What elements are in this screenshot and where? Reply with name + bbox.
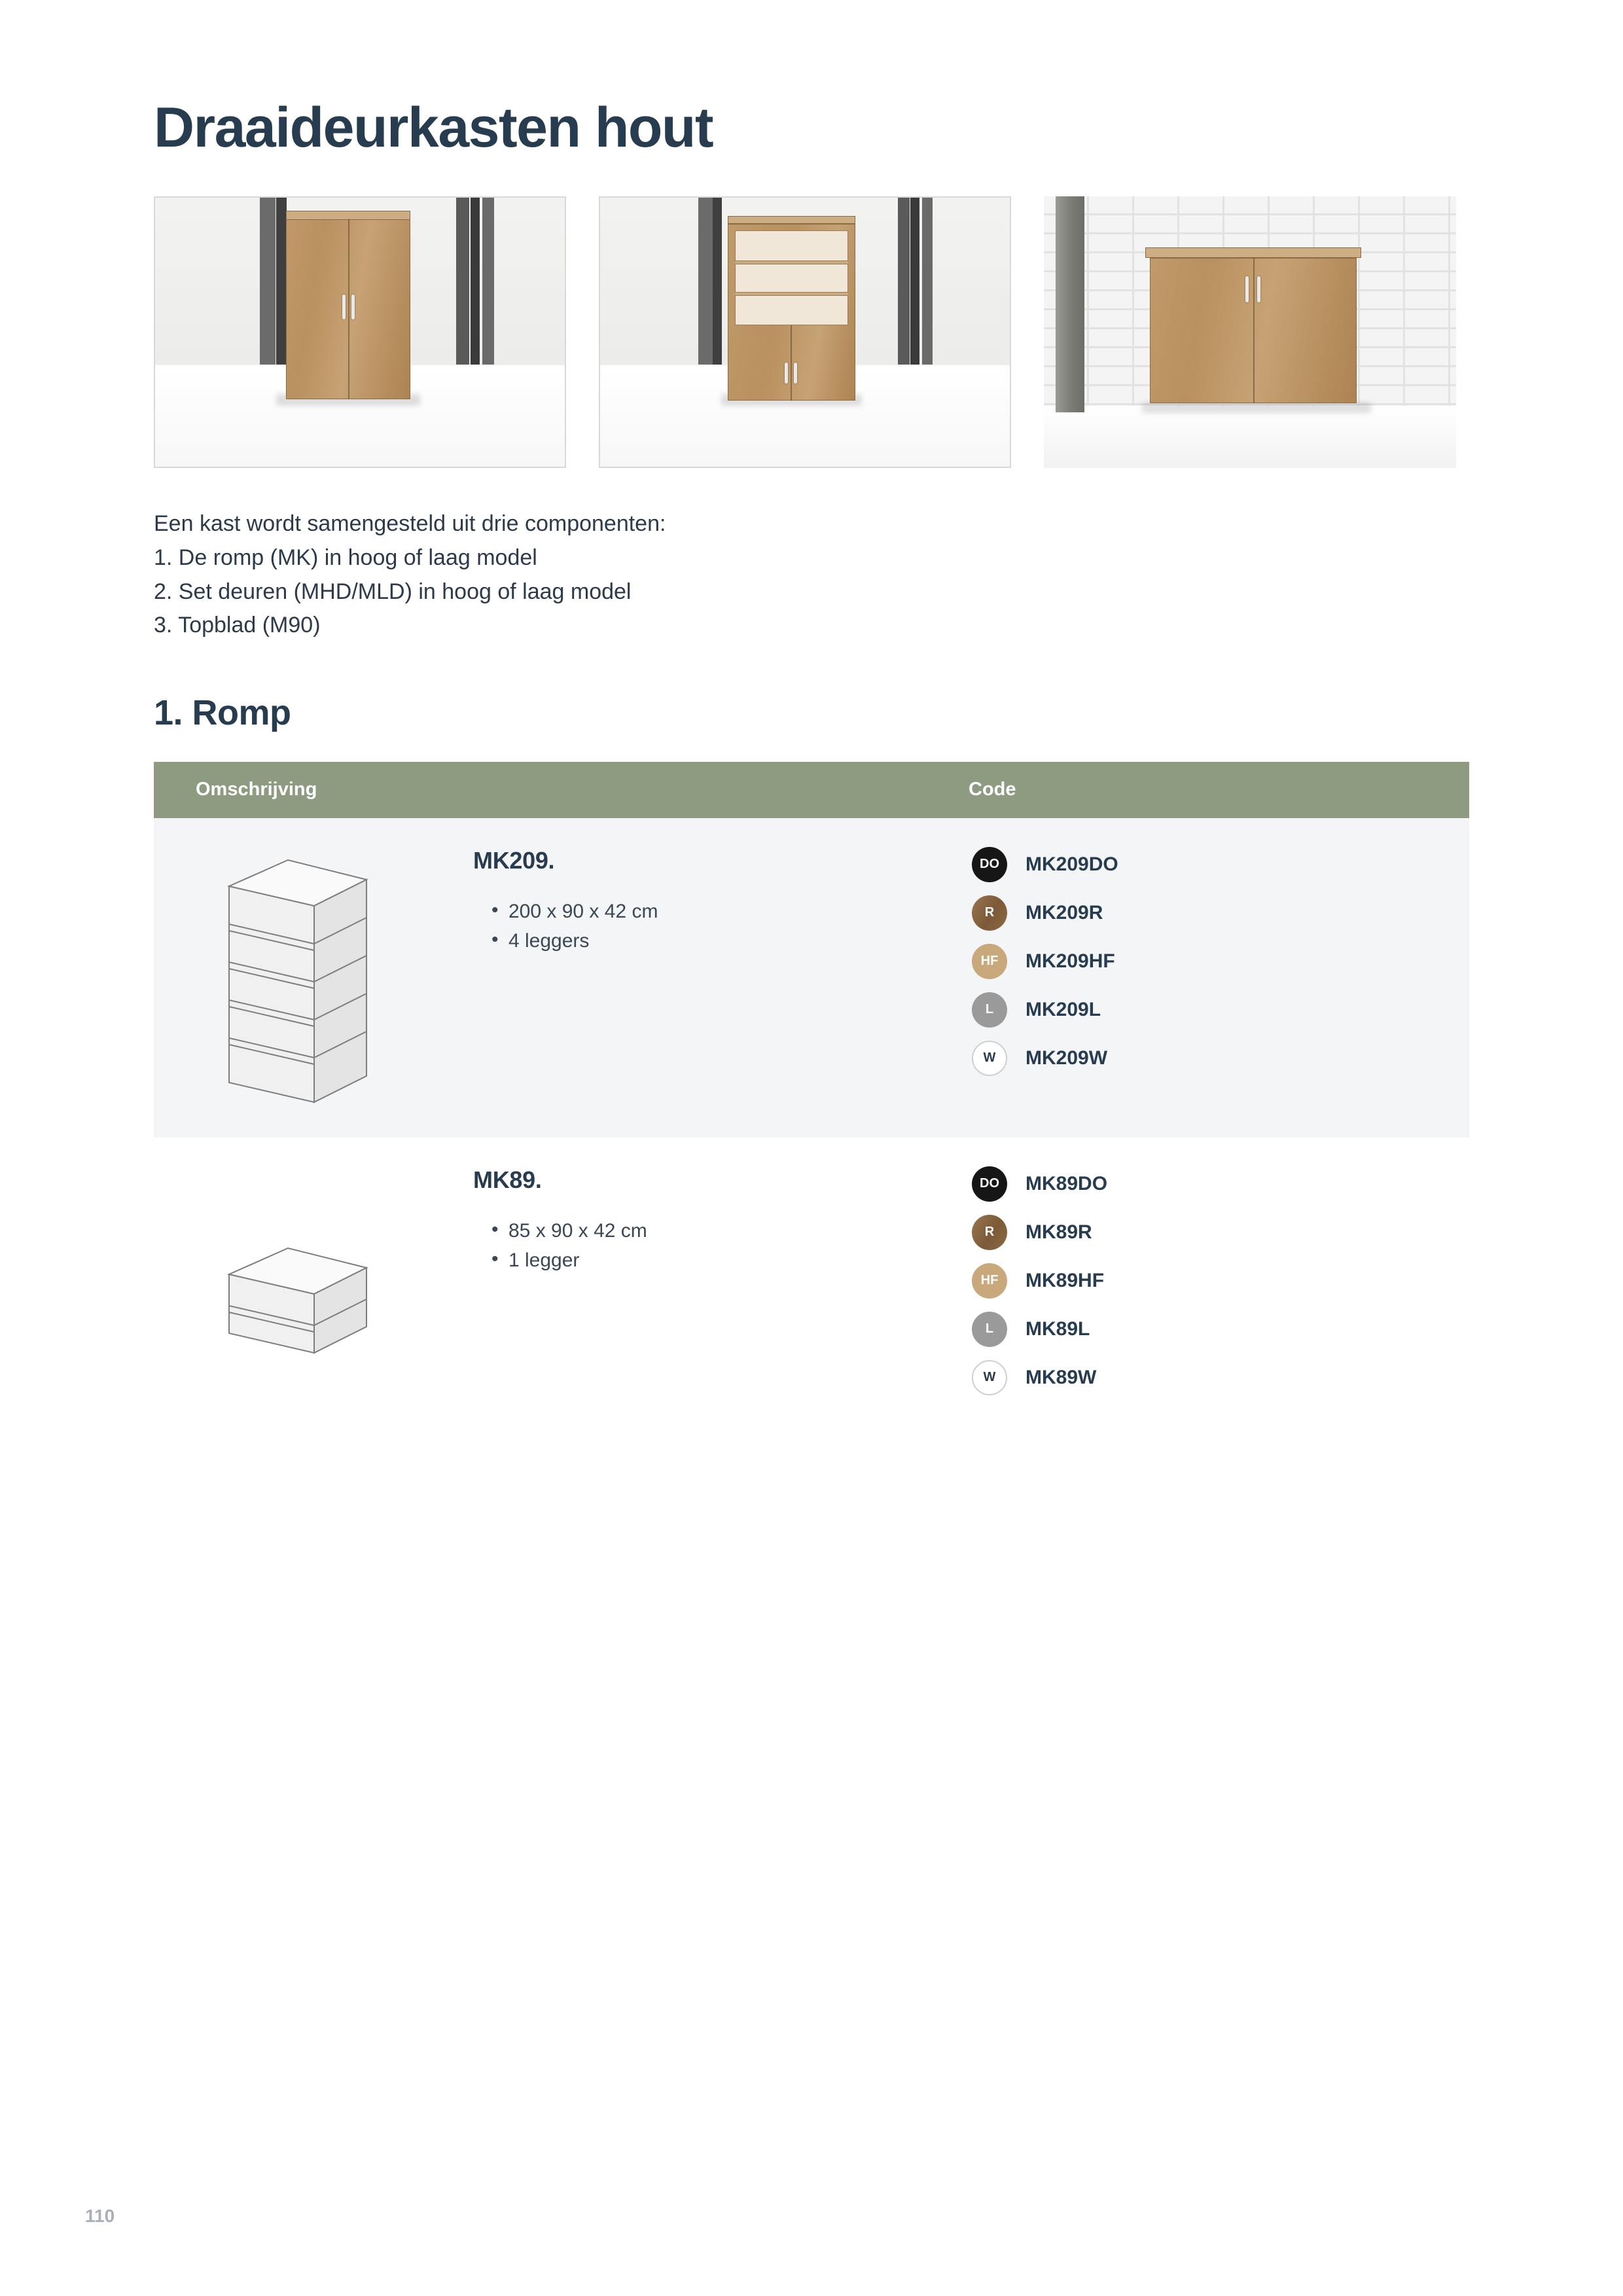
code-option[interactable] [972,1215,1456,1250]
code-label: MK209W [1026,1047,1108,1069]
page-title: Draaideurkasten hout [154,96,713,159]
cabinet-handle-icon [1257,276,1260,302]
product-drawing-cell [154,847,435,1109]
code-option[interactable] [972,847,1456,882]
color-swatch-do-icon: DO [972,1166,1007,1202]
cabinet-handle-icon [785,363,788,384]
code-option[interactable] [972,1041,1456,1076]
color-swatch-hf-icon: HF [972,1263,1007,1299]
code-label: MK209DO [1026,853,1118,875]
product-spec: • 200 x 90 x 42 cm [491,897,972,926]
photo-low-cabinet [1044,196,1456,468]
code-option[interactable] [972,944,1456,979]
color-swatch-r-icon: R [972,1215,1007,1250]
code-label: MK89W [1026,1366,1097,1388]
product-photo-strip [154,196,1469,468]
table-row [154,1138,1469,1424]
page-number: 110 [85,2206,115,2226]
cabinet-handle-icon [342,295,346,319]
cabinet-handle-icon [794,363,797,384]
table-header-row [154,762,1469,818]
color-swatch-do-icon: DO [972,847,1007,882]
page-content [154,98,1469,1424]
color-swatch-hf-icon: HF [972,944,1007,979]
product-specs [473,1216,972,1275]
color-swatch-w-icon: W [972,1041,1007,1076]
code-option[interactable] [972,1166,1456,1202]
cabinet-handle-icon [1245,276,1249,302]
product-description-cell [435,1166,972,1395]
color-swatch-w-icon: W [972,1360,1007,1395]
intro-text [154,507,1469,643]
color-swatch-l-icon: L [972,1312,1007,1347]
table-row [154,818,1469,1138]
intro-line-3: 3. Topblad (M90) [154,613,321,638]
column-header-description: Omschrijving [196,779,317,800]
column-header-code: Code [969,779,1016,800]
code-option[interactable] [972,895,1456,931]
cabinet-low-wireframe [216,1196,373,1366]
color-swatch-r-icon: R [972,895,1007,931]
product-spec: • 1 legger [491,1246,972,1275]
code-label: MK89L [1026,1318,1090,1340]
code-option[interactable] [972,1263,1456,1299]
product-code-cell [972,1166,1456,1395]
code-label: MK89DO [1026,1172,1108,1194]
photo-tall-cabinet-closed [154,196,566,468]
section-heading-romp: 1. Romp [154,692,291,732]
code-option[interactable] [972,1312,1456,1347]
code-label: MK209L [1026,998,1101,1020]
product-title: MK209. [473,846,555,874]
product-description-cell [435,847,972,1109]
product-code-cell [972,847,1456,1109]
code-label: MK89R [1026,1221,1092,1243]
code-option[interactable] [972,1360,1456,1395]
code-label: MK209R [1026,901,1103,924]
product-title: MK89. [473,1166,542,1193]
cabinet-tall-wireframe [216,847,373,1109]
cabinet-handle-icon [351,295,355,319]
color-swatch-l-icon: L [972,992,1007,1028]
product-spec: • 85 x 90 x 42 cm [491,1216,972,1246]
code-option[interactable] [972,992,1456,1028]
intro-line-1: 1. De romp (MK) in hoog of laag model [154,545,537,570]
intro-line-2: 2. Set deuren (MHD/MLD) in hoog of laag model [154,579,632,604]
product-table [154,762,1469,1424]
code-label: MK209HF [1026,950,1115,972]
intro-lead: Een kast wordt samengesteld uit drie componenten: [154,511,666,537]
product-spec: • 4 leggers [491,926,972,956]
code-label: MK89HF [1026,1269,1105,1291]
photo-cabinet-open-shelves [599,196,1011,468]
product-drawing-cell [154,1166,435,1395]
product-specs [473,897,972,956]
